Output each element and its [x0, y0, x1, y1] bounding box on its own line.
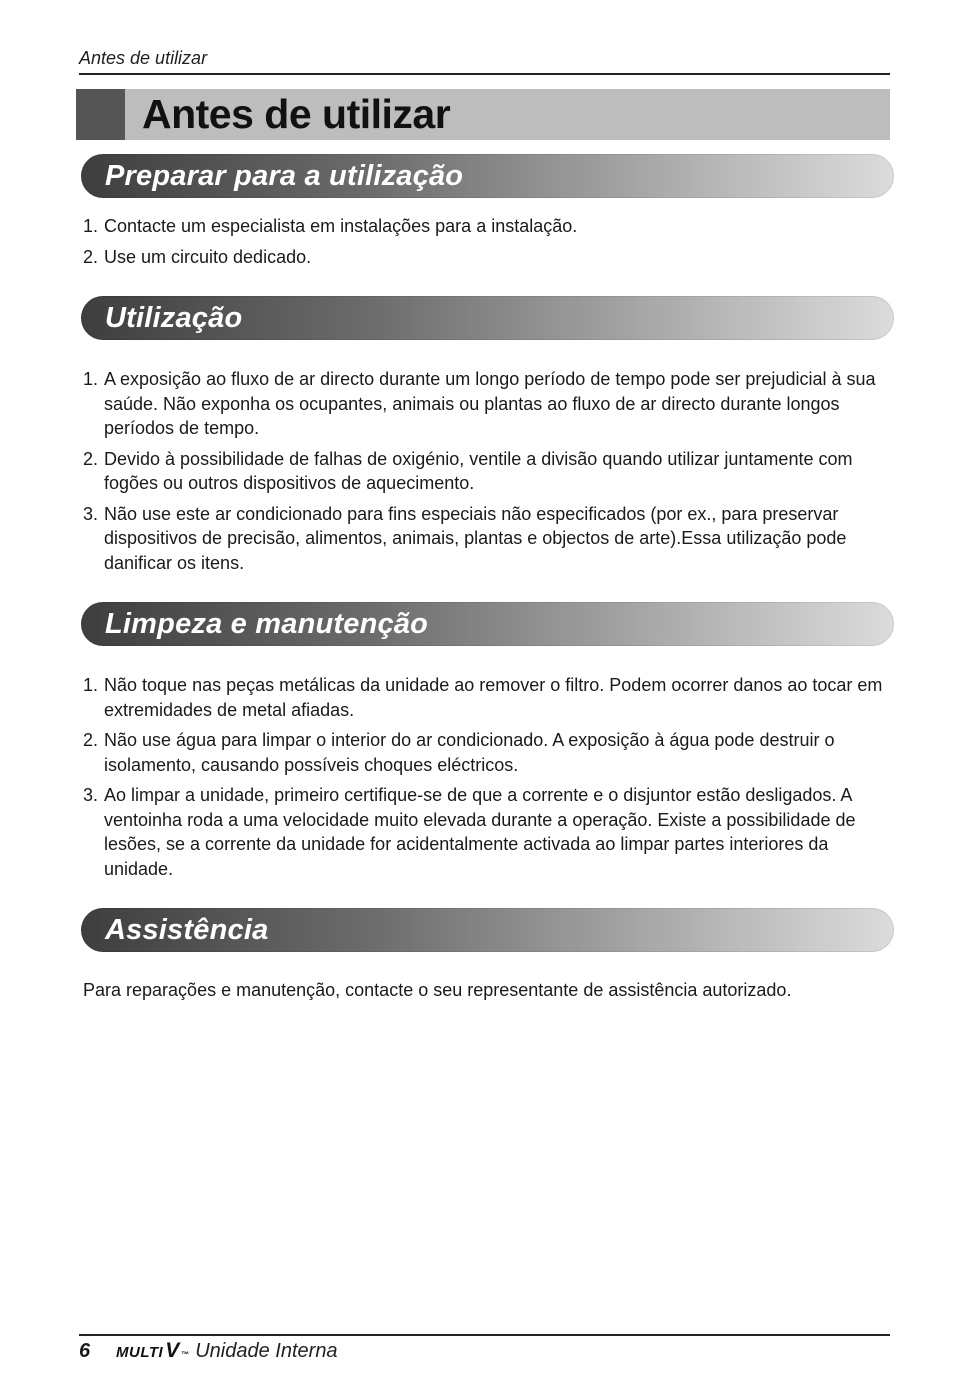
list-item-number: 3.: [83, 785, 99, 805]
section-paragraph-assistencia: Para reparações e manutenção, contacte o seu representante de assistência autorizado.: [83, 980, 792, 1000]
section-title: Preparar para a utilização: [105, 159, 464, 192]
page-footer: [79, 1334, 890, 1363]
list-item-text: Contacte um especialista em instalações para a instalação.: [104, 216, 578, 236]
logo-text: MULTI: [116, 1344, 164, 1361]
running-header: [79, 48, 890, 75]
section-header-preparar: [81, 154, 894, 198]
footer-label: Unidade Interna: [195, 1339, 338, 1362]
list-item-text: Use um circuito dedicado.: [104, 246, 312, 267]
list-item: [83, 783, 893, 881]
section-title: Utilização: [105, 301, 243, 334]
list-item-text: A exposição ao fluxo de ar directo durante um longo período de tempo pode ser prejudicial à sua saúde. Não exponha os ocupantes, animais ou plantas ao fluxo de ar directo durante longos períodos de tempo.: [104, 369, 876, 438]
section-header-assistencia: [81, 908, 894, 952]
page-number: 6: [79, 1339, 91, 1362]
section-title: Limpeza e manutenção: [105, 607, 429, 640]
list-item: [83, 367, 893, 441]
list-item-number: 1.: [83, 675, 99, 695]
section-title: Assistência: [105, 913, 269, 946]
section-list-utilizacao: [83, 367, 893, 581]
list-item-number: 2.: [83, 448, 99, 469]
list-item-text: Não toque nas peças metálicas da unidade ao remover o filtro. Podem ocorrer danos ao tocar em extremidades de metal afiadas.: [104, 675, 883, 720]
list-item: [83, 447, 893, 496]
list-item-number: 2.: [83, 246, 99, 267]
list-item-text: Não use água para limpar o interior do ar condicionado. A exposição à água pode destruir o isolamento, causando possíveis choques eléctricos.: [104, 730, 835, 775]
section-header-utilizacao: [81, 296, 894, 340]
section-header-limpeza: [81, 602, 894, 646]
title-accent-block: [76, 89, 125, 140]
page-title: Antes de utilizar: [142, 91, 451, 137]
logo-trademark: ™: [180, 1350, 190, 1359]
list-item-number: 1.: [83, 216, 99, 236]
logo-v: V: [165, 1339, 180, 1362]
section-list-limpeza: [83, 673, 893, 887]
list-item: [83, 673, 893, 722]
list-item: [83, 214, 893, 239]
list-item: [83, 728, 893, 777]
section-list-preparar: [83, 214, 893, 275]
running-header-title: Antes de utilizar: [79, 48, 208, 68]
list-item-text: Devido à possibilidade de falhas de oxigénio, ventile a divisão quando utilizar juntamente com fogões ou outros dispositivos de aquecimento.: [104, 448, 853, 493]
list-item-text: Ao limpar a unidade, primeiro certifique-se de que a corrente e o disjuntor estão desligados. A ventoinha roda a uma velocidade muito elevada durante a operação. Existe a possibilidade de lesões, se a corrente da unidade for acidentalmente activada ao limpar partes interiores da unidade.: [104, 785, 856, 879]
list-item-number: 1.: [83, 369, 99, 389]
list-item: [83, 502, 893, 576]
multi-v-logo: [116, 1339, 189, 1363]
list-item-number: 2.: [83, 730, 99, 750]
page-title-bar: [76, 89, 890, 140]
list-item-text: Não use este ar condicionado para fins especiais não especificados (por ex., para preservar dispositivos de precisão, alimentos, animais, plantas e objectos de arte).Essa utilização pode danificar os itens.: [104, 503, 847, 573]
list-item-number: 3.: [83, 503, 99, 524]
list-item: [83, 245, 893, 270]
